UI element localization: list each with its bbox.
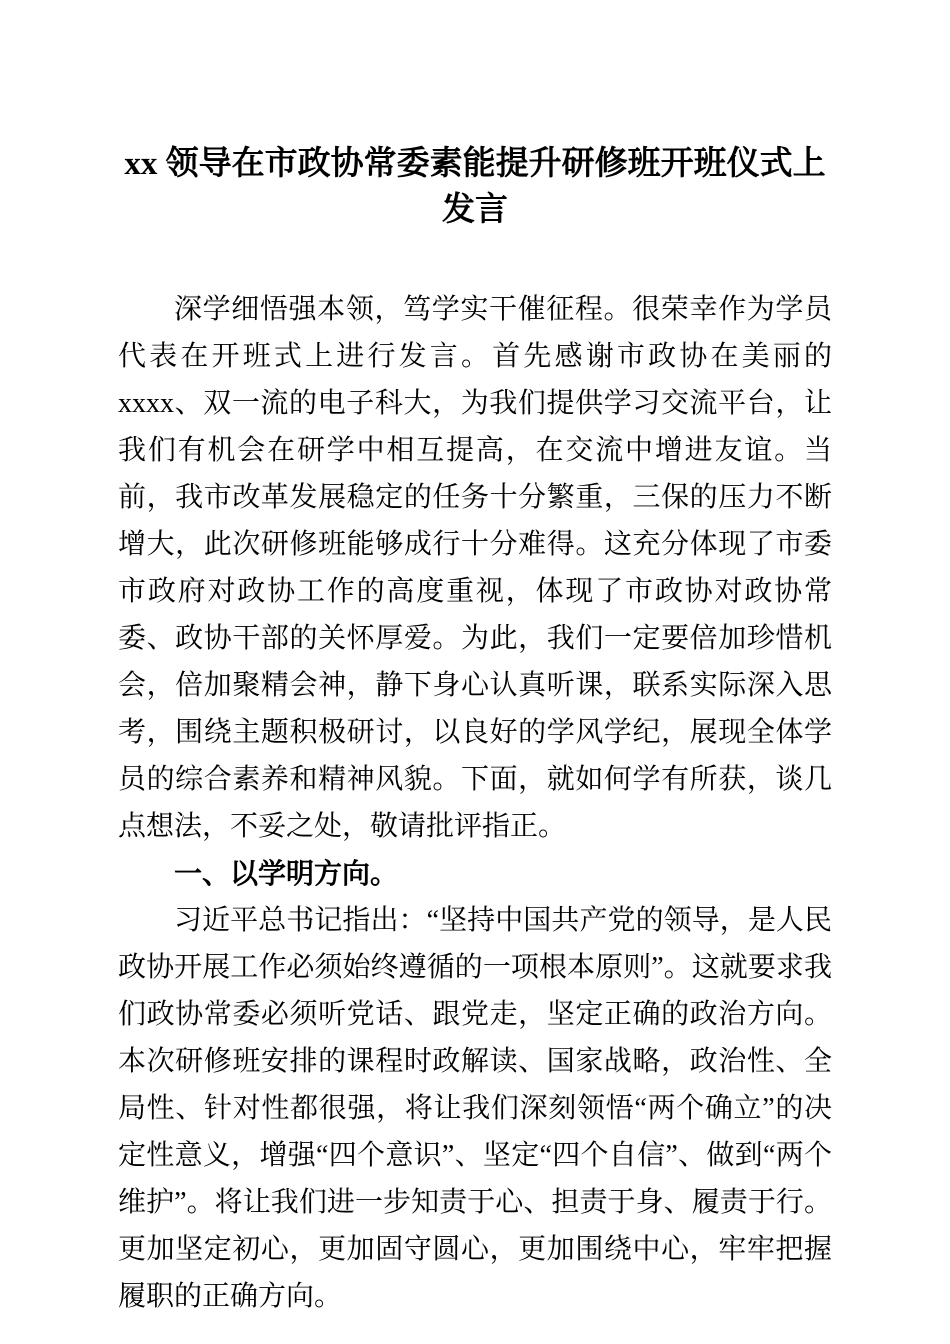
document-title: xx 领导在市政协常委素能提升研修班开班仪式上发言 <box>124 146 826 228</box>
paragraph-opening: 深学细悟强本领，笃学实干催征程。很荣幸作为学员代表在开班式上进行发言。首先感谢市政协在美丽的 xxxx、双一流的电子科大，为我们提供学习交流平台，让我们有机会在研学中相互提高，在交流中增进友谊。当前，我市改革发展稳定的任务十分繁重，三保的压力不断增大，此次研修班能够成行十分难得。这充分体现了市委市政府对政协工作的高度重视，体现了市政协对政协常委、政协干部的关怀厚爱。为此，我们一定要倍加珍惜机会，倍加聚精会神，静下身心认真听课，联系实际深入思考，围绕主题积极研讨，以良好的学风学纪，展现全体学员的综合素养和精神风貌。下面，就如何学有所获，谈几点想法，不妥之处，敬请批评指正。 <box>118 294 832 842</box>
paragraph-section-1: 习近平总书记指出：“坚持中国共产党的领导，是人民政协开展工作必须始终遵循的一项根本原则”。这就要求我们政协常委必须听党话、跟党走，坚定正确的政治方向。本次研修班安排的课程时政解读、国家战略，政治性、全局性、针对性都很强，将让我们深刻领悟“两个确立”的决定性意义，增强“四个意识”、坚定“四个自信”、做到“两个维护”。将让我们进一步知责于心、担责于身、履责于行。更加坚定初心，更加固守圆心，更加围绕中心，牢牢把握履职的正确方向。 <box>118 905 832 1312</box>
section-heading-1: 一、以学明方向。 <box>174 858 399 889</box>
